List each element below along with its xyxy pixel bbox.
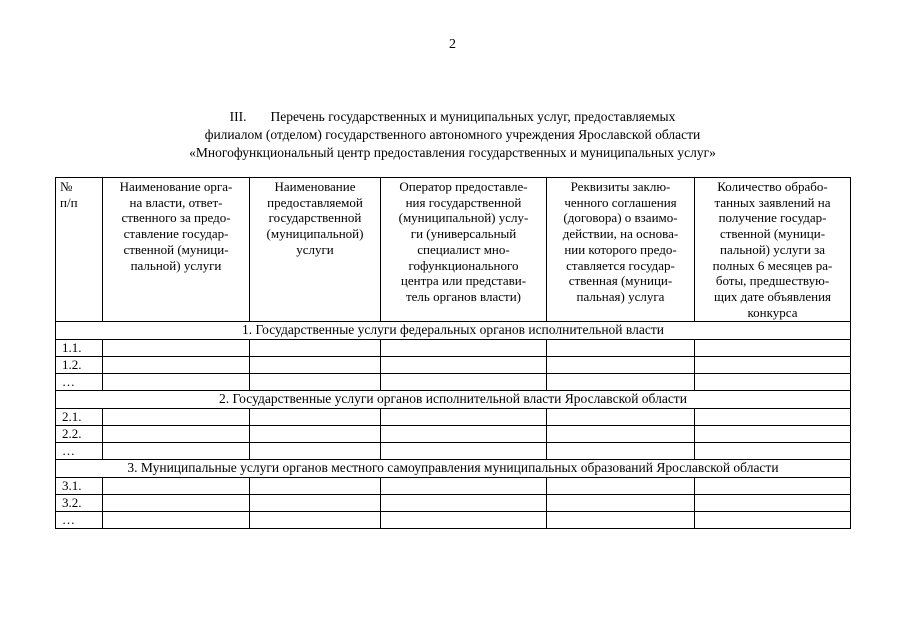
- empty-cell-authority: [103, 443, 250, 460]
- column-header-line: Реквизиты заклю-: [570, 179, 671, 194]
- empty-cell-agreement: [547, 443, 695, 460]
- empty-cell-service: [250, 357, 381, 374]
- empty-cell-agreement: [547, 374, 695, 391]
- empty-cell-authority: [103, 409, 250, 426]
- empty-cell-authority: [103, 495, 250, 512]
- column-header-line: п/п: [60, 194, 78, 210]
- empty-cell-agreement: [547, 357, 695, 374]
- column-header-line: Количество обрабо-: [717, 179, 828, 194]
- table-row: [56, 478, 851, 495]
- empty-cell-service: [250, 443, 381, 460]
- column-header-line: на власти, ответ-: [129, 194, 223, 210]
- empty-cell-count: [695, 443, 851, 460]
- empty-cell-count: [695, 409, 851, 426]
- column-header-authority: [103, 178, 250, 322]
- empty-cell-operator: [381, 409, 547, 426]
- row-number: …: [56, 443, 103, 460]
- column-header-line: щих дате объявления: [713, 288, 832, 304]
- empty-cell-operator: [381, 478, 547, 495]
- column-header-line: получение государ-: [718, 210, 827, 226]
- section-row: [56, 460, 851, 478]
- table-row: [56, 512, 851, 529]
- section-number: III.: [229, 109, 247, 124]
- column-header-line: специалист мно-: [417, 241, 510, 257]
- empty-cell-service: [250, 478, 381, 495]
- column-header-line: Наименование орга-: [119, 179, 233, 194]
- empty-cell-operator: [381, 495, 547, 512]
- column-header-line: ги (универсальный: [410, 226, 517, 242]
- row-number: 2.2.: [56, 426, 103, 443]
- column-header-line: ственной (муници-: [123, 241, 229, 257]
- empty-cell-count: [695, 512, 851, 529]
- column-header-line: боты, предшествую-: [715, 273, 830, 289]
- column-header-line: №: [60, 179, 73, 194]
- column-header-line: ния государственной: [405, 194, 522, 210]
- empty-cell-count: [695, 495, 851, 512]
- column-header-line: предоставляемой: [267, 194, 363, 210]
- table-header-row: [56, 178, 851, 322]
- column-header-line: ставляется государ-: [566, 257, 675, 273]
- column-header-line: Оператор предоставле-: [399, 179, 528, 194]
- empty-cell-count: [695, 340, 851, 357]
- section-row: [56, 322, 851, 340]
- services-table: [55, 177, 851, 529]
- table-row: [56, 495, 851, 512]
- column-header-line: (муниципальной): [266, 226, 364, 242]
- empty-cell-service: [250, 512, 381, 529]
- column-header-service: [250, 178, 381, 322]
- heading-line-3: «Многофункциональный центр предоставления государственных и муниципальных услуг»: [189, 145, 716, 160]
- column-header-line: пальной) услуги: [130, 257, 222, 273]
- empty-cell-service: [250, 409, 381, 426]
- column-header-line: центра или представи-: [400, 273, 527, 289]
- empty-cell-count: [695, 357, 851, 374]
- empty-cell-authority: [103, 478, 250, 495]
- empty-cell-operator: [381, 512, 547, 529]
- column-header-line: ственного за предо-: [121, 210, 231, 226]
- empty-cell-authority: [103, 340, 250, 357]
- empty-cell-agreement: [547, 340, 695, 357]
- row-number: 2.1.: [56, 409, 103, 426]
- empty-cell-agreement: [547, 512, 695, 529]
- column-header-line: ственная (муници-: [568, 273, 673, 289]
- column-header-line: танных заявлений на: [714, 194, 831, 210]
- table-row: [56, 340, 851, 357]
- row-number: …: [56, 512, 103, 529]
- empty-cell-operator: [381, 357, 547, 374]
- heading-line-1: [100, 108, 805, 126]
- empty-cell-operator: [381, 340, 547, 357]
- column-header-num: [56, 178, 103, 322]
- empty-cell-service: [250, 495, 381, 512]
- empty-cell-operator: [381, 443, 547, 460]
- empty-cell-operator: [381, 374, 547, 391]
- empty-cell-agreement: [547, 426, 695, 443]
- column-header-line: конкурса: [747, 304, 798, 320]
- empty-cell-agreement: [547, 478, 695, 495]
- column-header-line: услуги: [296, 241, 334, 257]
- column-header-count: [695, 178, 851, 322]
- column-header-line: действии, на основа-: [562, 226, 679, 242]
- column-header-line: ственной (муници-: [719, 226, 826, 242]
- column-header-line: ставление государ-: [123, 226, 229, 242]
- column-header-line: полных 6 месяцев ра-: [712, 257, 833, 273]
- column-header-line: пальная) услуга: [576, 288, 665, 304]
- row-number: 1.2.: [56, 357, 103, 374]
- table-row: [56, 443, 851, 460]
- empty-cell-authority: [103, 512, 250, 529]
- table-row: [56, 426, 851, 443]
- table-row: [56, 357, 851, 374]
- row-number: 1.1.: [56, 340, 103, 357]
- page-number: 2: [449, 37, 456, 52]
- column-header-line: (договора) о взаимо-: [563, 210, 678, 226]
- empty-cell-operator: [381, 426, 547, 443]
- column-header-line: государственной: [268, 210, 362, 226]
- empty-cell-service: [250, 426, 381, 443]
- heading-line-1-text: Перечень государственных и муниципальных услуг, предоставляемых: [270, 109, 676, 124]
- empty-cell-service: [250, 374, 381, 391]
- table-row: [56, 409, 851, 426]
- empty-cell-authority: [103, 374, 250, 391]
- heading-line-2: филиалом (отделом) государственного автономного учреждения Ярославской области: [204, 127, 701, 142]
- empty-cell-count: [695, 426, 851, 443]
- column-header-agreement: [547, 178, 695, 322]
- column-header-line: Наименование: [274, 179, 356, 194]
- empty-cell-count: [695, 374, 851, 391]
- empty-cell-authority: [103, 426, 250, 443]
- column-header-line: ченного соглашения: [564, 194, 677, 210]
- table-row: [56, 374, 851, 391]
- empty-cell-service: [250, 340, 381, 357]
- document-heading: [100, 108, 805, 162]
- section-title: 1. Государственные услуги федеральных органов исполнительной власти: [56, 322, 851, 340]
- section-title: 2. Государственные услуги органов исполнительной власти Ярославской области: [56, 391, 851, 409]
- column-header-line: пальной) услуги за: [720, 241, 825, 257]
- empty-cell-agreement: [547, 409, 695, 426]
- column-header-line: нии которого предо-: [564, 241, 677, 257]
- table-body: [56, 322, 851, 529]
- column-header-line: (муниципальной) услу-: [398, 210, 529, 226]
- section-row: [56, 391, 851, 409]
- row-number: 3.1.: [56, 478, 103, 495]
- row-number: 3.2.: [56, 495, 103, 512]
- section-title: 3. Муниципальные услуги органов местного самоуправления муниципальных образований Ярославской области: [56, 460, 851, 478]
- column-header-line: тель органов власти): [405, 288, 522, 304]
- empty-cell-count: [695, 478, 851, 495]
- empty-cell-agreement: [547, 495, 695, 512]
- column-header-operator: [381, 178, 547, 322]
- row-number: …: [56, 374, 103, 391]
- empty-cell-authority: [103, 357, 250, 374]
- column-header-line: гофункционального: [408, 257, 519, 273]
